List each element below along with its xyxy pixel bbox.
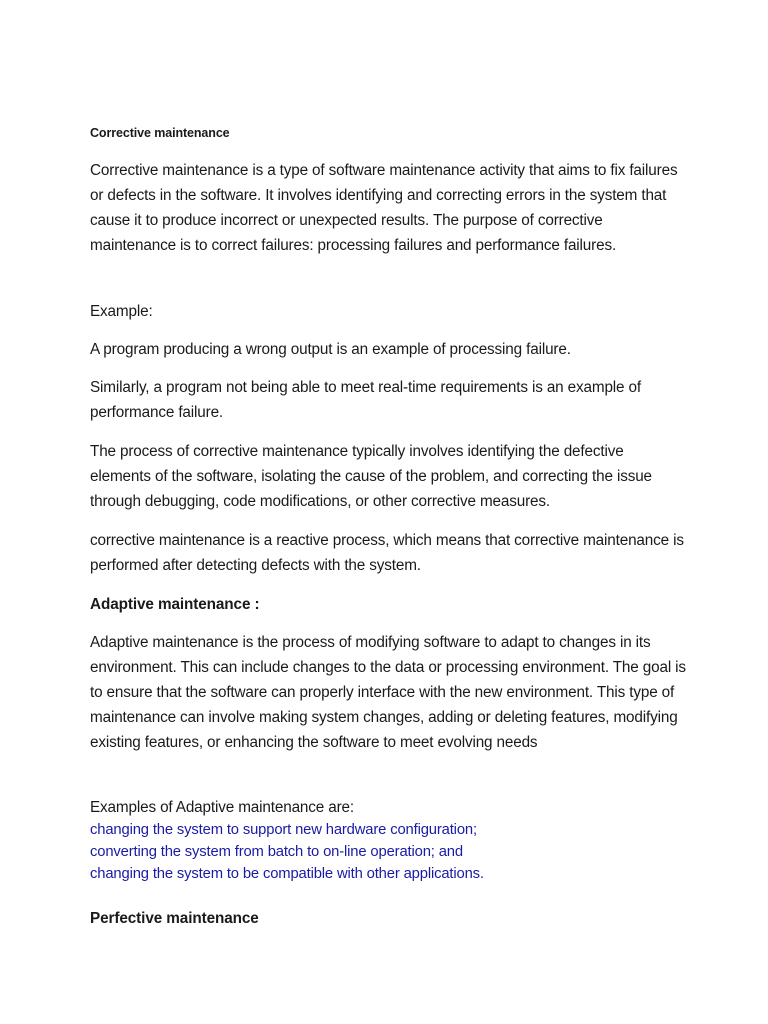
- adaptive-paragraph: Adaptive maintenance is the process of modifying software to adapt to changes in its environment. This can include changes to the data or processing environment. The goal is to ensure that the software can properly interface with the new environment. This type of maintenance can involve making system changes, adding or deleting features, modifying existing features, or enhancing the software to meet evolving needs: [90, 634, 686, 751]
- corrective-intro-paragraph: Corrective maintenance is a type of software maintenance activity that aims to fix failures or defects in the software. It involves identifying and correcting errors in the system that cause it to produce incorrect or unexpected results. The purpose of corrective maintenance is to correct failures: processing failures and performance failures.: [90, 162, 678, 254]
- adaptive-examples-label: Examples of Adaptive maintenance are:: [90, 799, 355, 816]
- section-heading-corrective: Corrective maintenance: [90, 126, 230, 140]
- adaptive-example-link[interactable]: changing the system to support new hardware configuration;: [90, 822, 477, 838]
- adaptive-example-link[interactable]: changing the system to be compatible with other applications.: [90, 866, 484, 882]
- performance-failure-example: Similarly, a program not being able to meet real-time requirements is an example of performance failure.: [90, 379, 641, 421]
- processing-failure-example: A program producing a wrong output is an example of processing failure.: [90, 341, 571, 358]
- section-heading-adaptive: Adaptive maintenance :: [90, 596, 260, 613]
- example-label: Example:: [90, 303, 153, 320]
- adaptive-examples-list: [90, 819, 484, 885]
- section-heading-perfective: Perfective maintenance: [90, 910, 259, 927]
- reactive-process-paragraph: corrective maintenance is a reactive process, which means that corrective maintenance is performed after detecting defects with the system.: [90, 532, 684, 574]
- corrective-process-paragraph: The process of corrective maintenance typically involves identifying the defective elements of the software, isolating the cause of the problem, and correcting the issue through debugging, code modifications, or other corrective measures.: [90, 443, 652, 510]
- adaptive-example-link[interactable]: converting the system from batch to on-line operation; and: [90, 844, 463, 860]
